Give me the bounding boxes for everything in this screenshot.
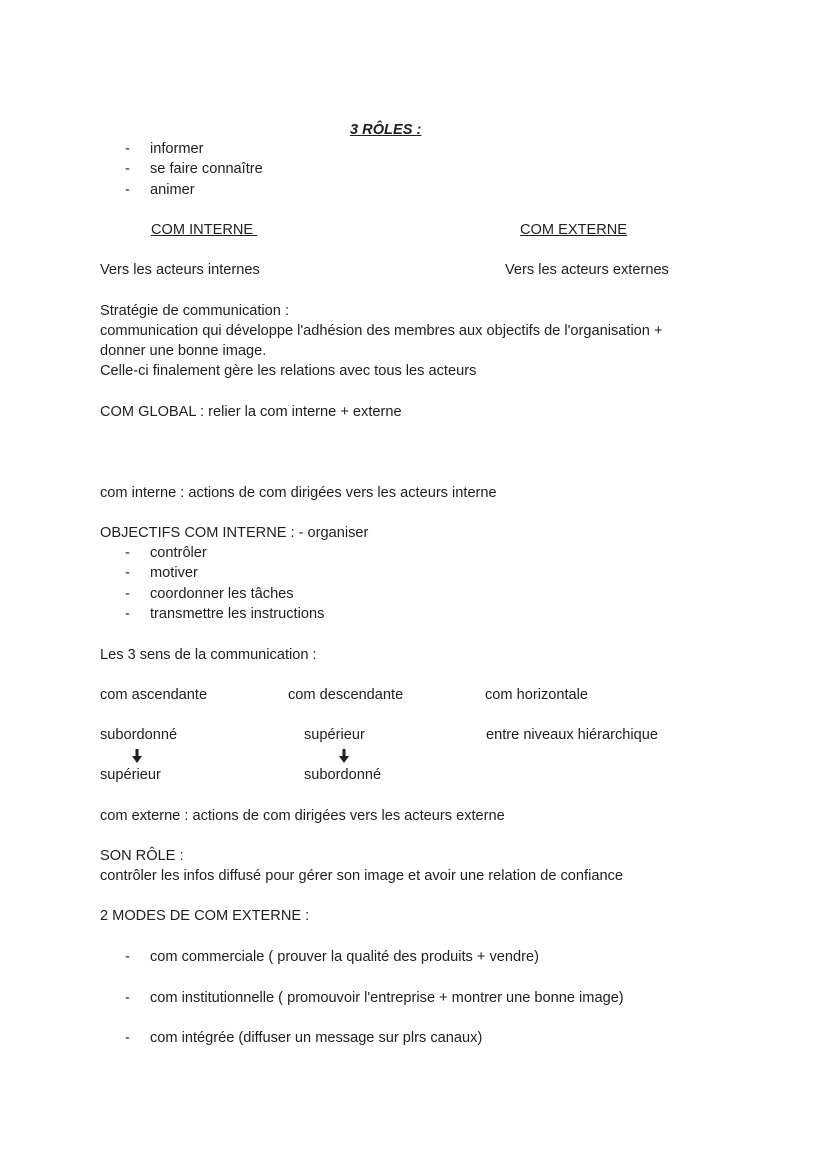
com-global: COM GLOBAL : relier la com interne + externe bbox=[100, 404, 402, 420]
list-item: contrôler bbox=[150, 545, 207, 561]
role-label: SON RÔLE : bbox=[100, 848, 184, 864]
bullet-dash: - bbox=[125, 990, 130, 1006]
horizontal-title: com horizontale bbox=[485, 687, 589, 703]
list-item: com intégrée (diffuser un message sur plrs canaux) bbox=[150, 1030, 483, 1046]
objectives-label: OBJECTIFS COM INTERNE : - organiser bbox=[100, 525, 369, 541]
senses-label: Les 3 sens de la communication : bbox=[100, 647, 317, 663]
descending-title: com descendante bbox=[288, 687, 404, 703]
bullet-dash: - bbox=[125, 182, 130, 198]
strategy-line: communication qui développe l'adhésion des membres aux objectifs de l'organisation + bbox=[100, 323, 663, 339]
list-item: coordonner les tâches bbox=[150, 586, 294, 602]
ascending-title: com ascendante bbox=[100, 687, 208, 703]
strategy-line: Celle-ci finalement gère les relations avec tous les acteurs bbox=[100, 363, 477, 379]
arrow-down-icon bbox=[339, 749, 349, 763]
bullet-dash: - bbox=[125, 606, 130, 622]
bullet-dash: - bbox=[125, 545, 130, 561]
external-definition: com externe : actions de com dirigées vers les acteurs externe bbox=[100, 808, 505, 824]
internal-definition: com interne : actions de com dirigées vers les acteurs interne bbox=[100, 485, 497, 501]
horizontal-description: entre niveaux hiérarchique bbox=[486, 727, 658, 743]
modes-label: 2 MODES DE COM EXTERNE : bbox=[100, 908, 310, 924]
strategy-label: Stratégie de communication : bbox=[100, 303, 290, 319]
list-item: transmettre les instructions bbox=[150, 606, 325, 622]
bullet-dash: - bbox=[125, 141, 130, 157]
list-item: se faire connaître bbox=[150, 161, 263, 177]
com-externe-heading: COM EXTERNE bbox=[520, 222, 628, 238]
descending-from: supérieur bbox=[304, 727, 365, 743]
bullet-dash: - bbox=[125, 586, 130, 602]
com-interne-heading: COM INTERNE bbox=[151, 222, 258, 238]
strategy-line: donner une bonne image. bbox=[100, 343, 267, 359]
bullet-dash: - bbox=[125, 949, 130, 965]
external-target: Vers les acteurs externes bbox=[505, 262, 669, 278]
role-text: contrôler les infos diffusé pour gérer son image et avoir une relation de confiance bbox=[100, 868, 623, 884]
bullet-dash: - bbox=[125, 161, 130, 177]
arrow-down-icon bbox=[132, 749, 142, 763]
list-item: informer bbox=[150, 141, 204, 157]
ascending-from: subordonné bbox=[100, 727, 178, 743]
internal-target: Vers les acteurs internes bbox=[100, 262, 260, 278]
descending-to: subordonné bbox=[304, 767, 382, 783]
list-item: com commerciale ( prouver la qualité des produits + vendre) bbox=[150, 949, 539, 965]
ascending-to: supérieur bbox=[100, 767, 161, 783]
bullet-dash: - bbox=[125, 565, 130, 581]
list-item: motiver bbox=[150, 565, 198, 581]
list-item: com institutionnelle ( promouvoir l'entreprise + montrer une bonne image) bbox=[150, 990, 624, 1006]
list-item: animer bbox=[150, 182, 195, 198]
bullet-dash: - bbox=[125, 1030, 130, 1046]
page-title: 3 RÔLES : bbox=[350, 122, 422, 138]
